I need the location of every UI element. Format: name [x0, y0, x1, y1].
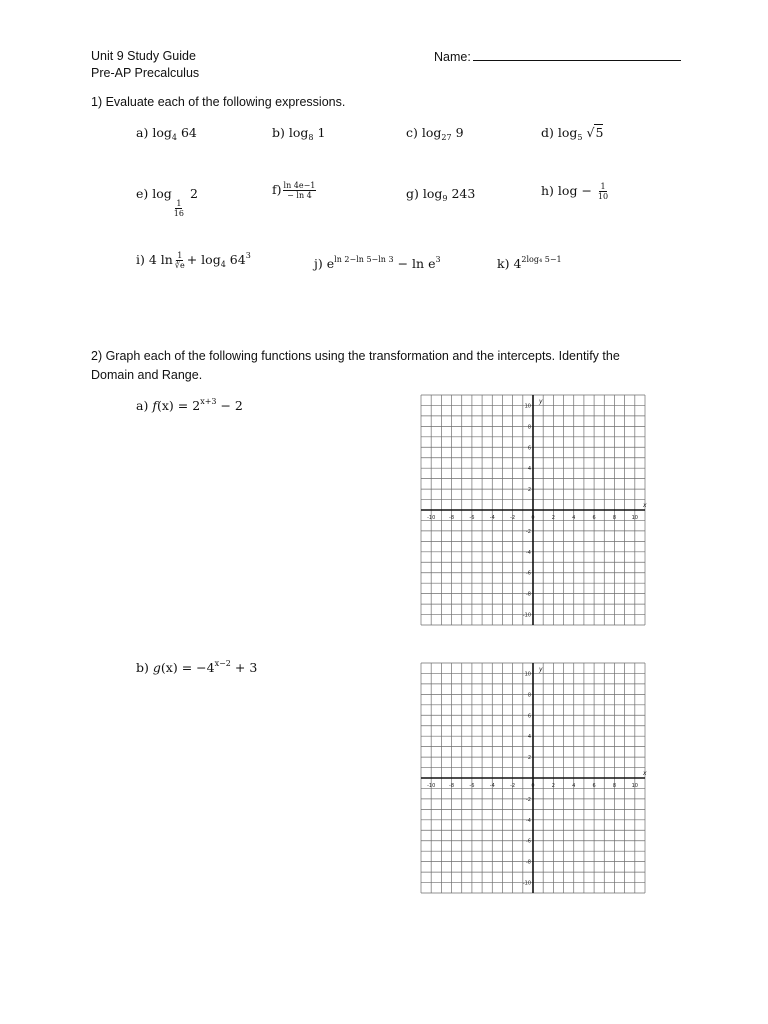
y-tick-label: -8	[526, 859, 531, 866]
y-tick-label: 2	[527, 755, 531, 762]
x-tick-label: 2	[551, 783, 555, 789]
x-tick-label: 8	[612, 515, 617, 521]
q1-item-e: e) log $\frac{1}{16}$ 2	[136, 186, 198, 218]
q1-item-g: g) $\log_9 243$	[406, 186, 476, 203]
x-tick-label: -8	[449, 783, 455, 789]
q1-item-f: f) $\frac{\ln 4e-1}{- \ln 4}$	[272, 181, 316, 200]
q2-item-a-equation: a) $f(x) = 2^{x+3} - 2$	[136, 397, 243, 413]
course-name: Pre-AP Precalculus	[91, 66, 200, 80]
y-tick-label: -8	[526, 591, 531, 598]
coordinate-grid-a[interactable]	[418, 392, 648, 628]
y-tick-label: 8	[527, 424, 531, 431]
y-tick-label: -4	[526, 549, 531, 556]
question-2-prompt-line2: Domain and Range.	[91, 368, 203, 382]
x-tick-label: 4	[572, 515, 576, 521]
y-tick-label: -6	[526, 570, 531, 577]
q1-item-j: j) $e^{ln 2-ln 5-ln 3} - \ln e^3$	[314, 255, 441, 271]
coordinate-grid-b[interactable]	[418, 660, 648, 896]
x-tick-label: -4	[489, 515, 495, 521]
x-tick-label: -10	[427, 783, 436, 789]
q2-item-b-equation: b) $g(x) = -4^{x-2} + 3$	[136, 659, 258, 675]
q1-item-c: c) $\log_{27} 9$	[406, 125, 464, 142]
question-1-prompt: 1) Evaluate each of the following expressions.	[91, 95, 346, 109]
x-tick-label: -4	[489, 783, 495, 789]
name-blank-line	[473, 49, 681, 61]
q1-item-a: a) $\log_4 64$	[136, 125, 197, 142]
name-label: Name:	[434, 50, 471, 64]
x-axis-name: x	[643, 502, 647, 509]
y-tick-label: 8	[527, 692, 531, 699]
y-tick-label: 2	[527, 487, 531, 494]
doc-title: Unit 9 Study Guide	[91, 49, 196, 63]
x-axis-name: x	[643, 770, 647, 777]
y-tick-label: -2	[526, 796, 531, 803]
x-tick-label: -8	[449, 515, 455, 521]
x-tick-label: 10	[631, 515, 639, 521]
x-tick-label: 8	[612, 783, 617, 789]
q1-item-k: k) $4^{2log_4 5-1}$	[497, 255, 562, 271]
y-tick-label: -10	[522, 880, 531, 887]
x-tick-label: 0	[531, 783, 535, 789]
y-tick-label: 10	[524, 671, 531, 678]
y-axis-name: y	[539, 398, 543, 405]
x-tick-label: 0	[531, 515, 535, 521]
x-tick-label: 10	[631, 783, 639, 789]
x-tick-label: -6	[469, 515, 475, 521]
y-tick-label: -10	[522, 612, 531, 619]
x-tick-label: -6	[469, 783, 475, 789]
x-tick-label: 6	[592, 515, 596, 521]
y-tick-label: -2	[526, 528, 531, 535]
name-field	[434, 49, 681, 64]
q1-item-i: i) 4 ln $\frac{1}{∛e}$ + $\log_4 64^3$	[136, 251, 251, 270]
y-tick-label: 4	[527, 734, 531, 741]
x-tick-label: -10	[427, 515, 436, 521]
y-tick-label: 10	[524, 403, 531, 410]
x-tick-label: 4	[572, 783, 576, 789]
y-tick-label: 6	[527, 445, 531, 452]
q1-item-h: h) log − $\frac{1}{10}$	[541, 182, 609, 201]
q1-item-d: d) $\log_5 √5$	[541, 125, 604, 142]
question-2-prompt-line1: 2) Graph each of the following functions using the transformation and the intercepts. Identify the	[91, 349, 620, 363]
x-tick-label: -2	[510, 783, 516, 789]
q1-item-b: b) $\log_8 1$	[272, 125, 326, 142]
y-tick-label: -6	[526, 838, 531, 845]
y-axis-name: y	[539, 666, 543, 673]
x-tick-label: 2	[551, 515, 555, 521]
x-tick-label: 6	[592, 783, 596, 789]
y-tick-label: -4	[526, 817, 531, 824]
y-tick-label: 4	[527, 466, 531, 473]
y-tick-label: 6	[527, 713, 531, 720]
x-tick-label: -2	[510, 515, 516, 521]
